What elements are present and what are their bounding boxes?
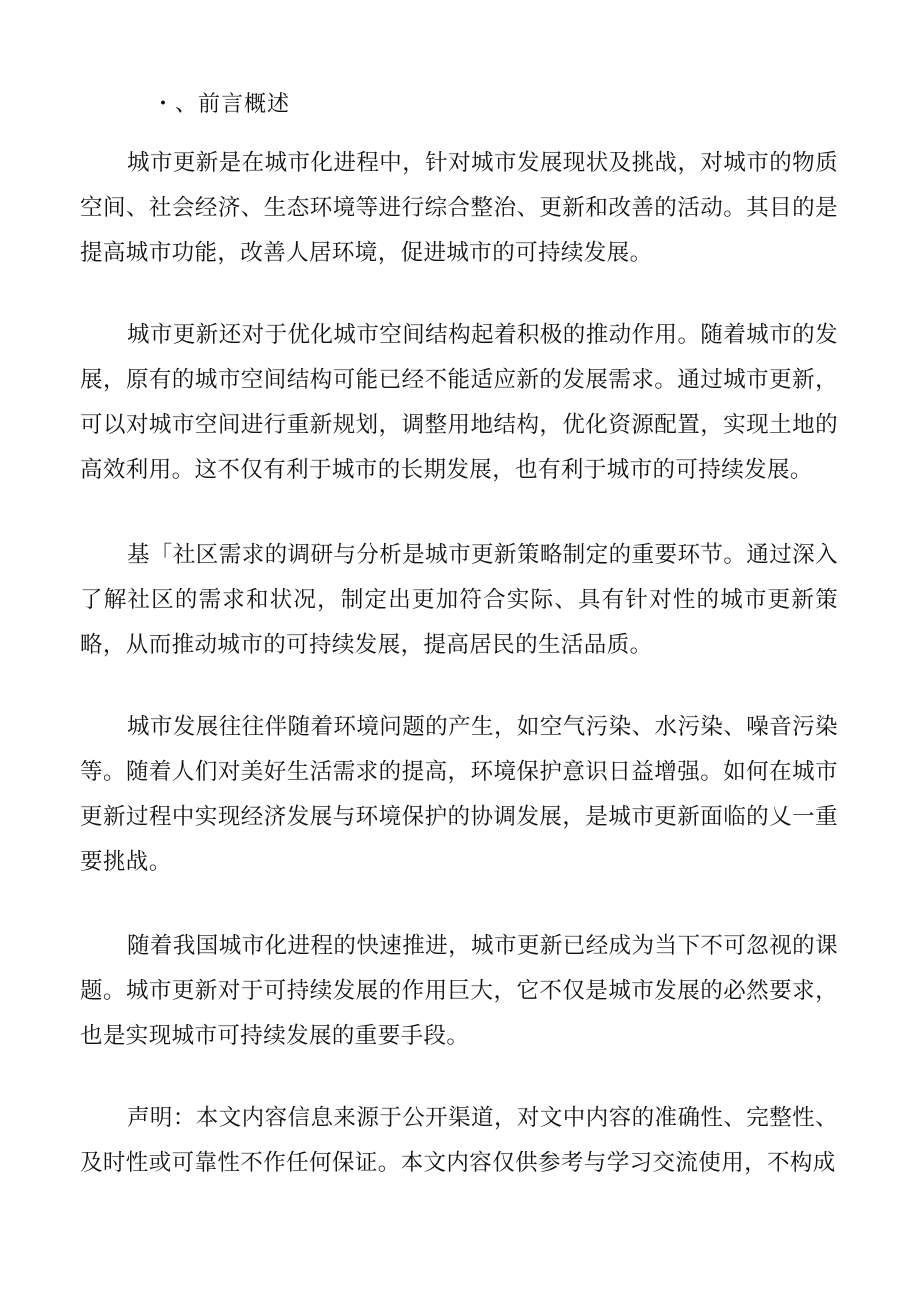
paragraph-sustainability: 随着我国城市化进程的快速推进，城市更新已经成为当下不可忽视的课题。城市更新对于可持续发展的作用巨大，它不仅是城市发展的必然要求，也是实现城市可持续发展的重要手段。 bbox=[80, 933, 838, 1049]
paragraph-disclaimer: 声明：本文内容信息来源于公开渠道，对文中内容的准确性、完整性、及时性或可靠性不作任何保证。本文内容仅供参考与学习交流使用，不构成 bbox=[80, 1105, 838, 1176]
paragraph-intro: 城市更新是在城市化进程中，针对城市发展现状及挑战，对城市的物质空间、社会经济、生态环境等进行综合整治、更新和改善的活动。其目的是提高城市功能，改善人居环境，促进城市的可持续发展。 bbox=[80, 150, 838, 266]
paragraph-community-needs: 基「社区需求的调研与分析是城市更新策略制定的重要环节。通过深入了解社区的需求和状况，制定出更加符合实际、具有针对性的城市更新策略，从而推动城市的可持续发展，提高居民的生活品质。 bbox=[80, 542, 838, 658]
section-heading: ・、前言概述 bbox=[152, 92, 291, 117]
paragraph-spatial-structure: 城市更新还对于优化城市空间结构起着积极的推动作用。随着城市的发展，原有的城市空间结构可能已经不能适应新的发展需求。通过城市更新，可以对城市空间进行重新规划，调整用地结构，优化资源配置，实现土地的高效利用。这不仅有利于城市的长期发展，也有利于城市的可持续发展。 bbox=[80, 322, 838, 483]
paragraph-environment: 城市发展往往伴随着环境问题的产生，如空气污染、水污染、噪音污染等。随着人们对美好生活需求的提高，环境保护意识日益增强。如何在城市更新过程中实现经济发展与环境保护的协调发展，是城市更新面临的乂一重要挑战。 bbox=[80, 714, 838, 875]
